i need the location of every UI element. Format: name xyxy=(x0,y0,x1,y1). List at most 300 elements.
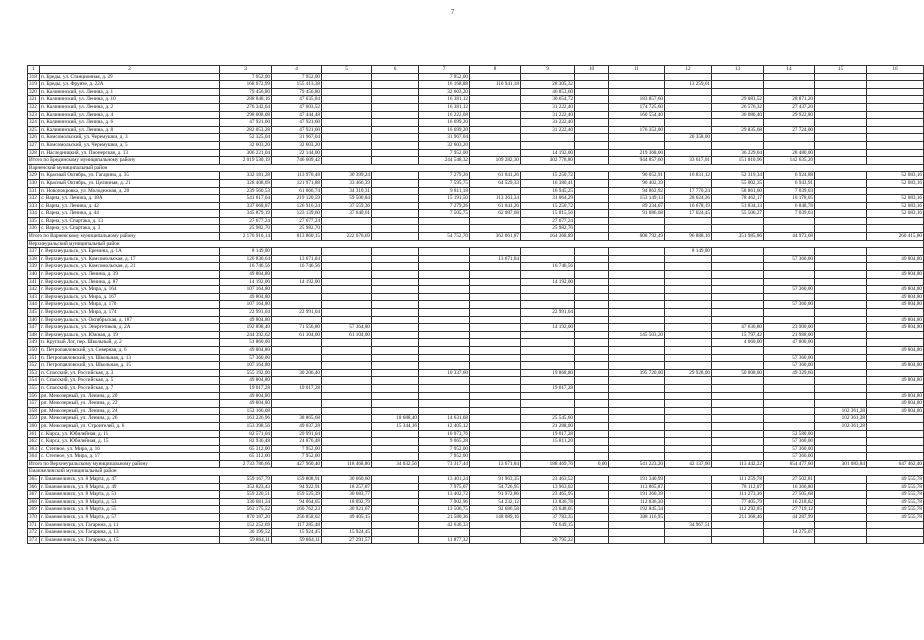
table-cell xyxy=(867,225,924,233)
budget-table xyxy=(27,65,924,544)
table-cell: 164 368,89 xyxy=(521,233,575,241)
table-cell: 33 466,39 xyxy=(322,179,372,187)
table-cell: 27 505,68 xyxy=(764,491,815,499)
section-title: Еманжелинский муниципальный район xyxy=(28,468,924,476)
table-cell xyxy=(372,202,419,210)
table-cell xyxy=(575,324,609,332)
table-cell: 79 456,80 xyxy=(220,88,272,96)
row-number: 327 xyxy=(28,141,40,149)
table-cell: 21 988,00 xyxy=(764,331,815,339)
table-cell xyxy=(609,324,665,332)
table-cell xyxy=(867,521,924,529)
table-cell xyxy=(764,316,815,324)
table-cell xyxy=(665,392,712,400)
table-cell xyxy=(609,141,665,149)
table-row xyxy=(28,491,924,499)
address-cell: с. Степное, ул. Мира, д. 17 xyxy=(40,453,220,461)
row-number: 370 xyxy=(28,514,40,522)
table-cell: 47 921,60 xyxy=(272,126,322,134)
table-cell: 42 137,00 xyxy=(665,460,712,468)
table-cell: 110 941,18 xyxy=(470,81,521,89)
table-cell xyxy=(609,255,665,263)
table-cell xyxy=(665,339,712,347)
address-cell: г. Верхнеуральск, ул. Ленина, д. 39 xyxy=(40,271,220,279)
table-cell xyxy=(815,369,867,377)
table-cell: 59 864,11 xyxy=(272,536,322,544)
table-cell xyxy=(712,88,764,96)
table-cell xyxy=(470,377,521,385)
table-cell xyxy=(322,263,372,271)
table-cell xyxy=(575,384,609,392)
row-number: 347 xyxy=(28,324,40,332)
table-cell: 126 916,24 xyxy=(272,202,322,210)
table-cell xyxy=(815,476,867,484)
table-cell xyxy=(712,392,764,400)
table-cell xyxy=(470,73,521,81)
table-cell xyxy=(665,141,712,149)
table-cell xyxy=(575,134,609,142)
row-number: 326 xyxy=(28,134,40,142)
table-cell xyxy=(867,111,924,119)
row-number: 349 xyxy=(28,339,40,347)
table-cell xyxy=(609,134,665,142)
table-cell xyxy=(521,339,575,347)
table-cell: 49 804,80 xyxy=(867,324,924,332)
table-cell: 91 972,86 xyxy=(470,491,521,499)
table-cell: 112 292,05 xyxy=(712,506,764,514)
table-cell: 219 120,59 xyxy=(272,195,322,203)
table-cell xyxy=(609,392,665,400)
table-cell: 49 804,80 xyxy=(867,293,924,301)
table-cell xyxy=(815,149,867,157)
header-cell: 8 xyxy=(470,66,521,74)
table-cell xyxy=(272,301,322,309)
table-cell xyxy=(372,210,419,218)
table-row xyxy=(28,354,924,362)
table-cell: 49 804,80 xyxy=(867,271,924,279)
table-cell xyxy=(322,392,372,400)
table-cell: 30 206,40 xyxy=(272,369,322,377)
table-row xyxy=(28,225,924,233)
table-cell xyxy=(575,438,609,446)
table-cell xyxy=(712,422,764,430)
table-cell: 71 556,80 xyxy=(272,324,322,332)
table-cell: 24 876,48 xyxy=(272,438,322,446)
table-cell: 16 168,88 xyxy=(419,81,470,89)
table-cell xyxy=(322,309,372,317)
table-cell: 16 366,80 xyxy=(764,483,815,491)
table-cell: 61 041,26 xyxy=(470,172,521,180)
table-cell xyxy=(609,430,665,438)
table-cell xyxy=(665,217,712,225)
address-cell: рп. Межозерный, ул. Ленина, д. 24 xyxy=(40,407,220,415)
table-cell xyxy=(712,286,764,294)
table-cell: 13 671,84 xyxy=(470,460,521,468)
table-cell xyxy=(272,316,322,324)
table-cell xyxy=(272,407,322,415)
header-row xyxy=(28,66,924,74)
table-cell: 46 853,60 xyxy=(521,88,575,96)
table-cell xyxy=(372,506,419,514)
table-cell: 163 226,96 xyxy=(220,415,272,423)
table-cell xyxy=(575,202,609,210)
table-cell: 30 660,60 xyxy=(322,476,372,484)
table-cell xyxy=(609,384,665,392)
table-cell: 746 609,42 xyxy=(272,157,322,165)
table-row xyxy=(28,111,924,119)
table-cell xyxy=(815,301,867,309)
table-cell: 7 975,07 xyxy=(419,483,470,491)
table-cell xyxy=(521,445,575,453)
table-cell: 96 888,16 xyxy=(665,233,712,241)
table-cell xyxy=(712,73,764,81)
table-cell xyxy=(609,521,665,529)
table-cell: 52 319,34 xyxy=(712,172,764,180)
table-cell xyxy=(815,96,867,104)
table-cell xyxy=(665,400,712,408)
table-cell xyxy=(372,316,419,324)
table-cell xyxy=(815,286,867,294)
address-cell: рп. Межозерный, ул. Строителей, д. 6 xyxy=(40,422,220,430)
table-cell xyxy=(419,293,470,301)
table-cell: 49 804,80 xyxy=(867,301,924,309)
table-cell: 52 083,16 xyxy=(867,202,924,210)
table-cell xyxy=(372,536,419,544)
table-cell xyxy=(867,453,924,461)
table-cell: 82 571,04 xyxy=(220,430,272,438)
table-cell: 654 477,60 xyxy=(764,460,815,468)
table-cell xyxy=(764,263,815,271)
table-cell xyxy=(575,103,609,111)
table-cell xyxy=(665,384,712,392)
table-cell xyxy=(419,316,470,324)
table-cell xyxy=(372,453,419,461)
header-cell: 16 xyxy=(867,66,924,74)
table-cell xyxy=(867,430,924,438)
table-cell: 90 052,91 xyxy=(609,172,665,180)
table-cell xyxy=(322,339,372,347)
table-cell: 57 360,00 xyxy=(764,354,815,362)
table-cell xyxy=(609,400,665,408)
table-cell: 9 811,18 xyxy=(419,187,470,195)
table-cell xyxy=(470,529,521,537)
table-cell xyxy=(665,309,712,317)
table-cell xyxy=(575,301,609,309)
row-number: 372 xyxy=(28,529,40,537)
table-cell xyxy=(609,339,665,347)
table-cell: 57 360,00 xyxy=(764,362,815,370)
table-cell: 222 676,69 xyxy=(322,233,372,241)
table-cell xyxy=(470,217,521,225)
table-cell xyxy=(322,445,372,453)
table-cell: 813 860,15 xyxy=(272,233,322,241)
table-cell xyxy=(712,141,764,149)
table-cell: 57 360,00 xyxy=(764,255,815,263)
table-cell: 256 858,02 xyxy=(272,514,322,522)
table-cell xyxy=(372,301,419,309)
header-cell: 14 xyxy=(764,66,815,74)
table-cell xyxy=(419,225,470,233)
table-cell xyxy=(665,354,712,362)
table-cell: 14 275,07 xyxy=(764,529,815,537)
table-cell xyxy=(272,377,322,385)
row-number: 336 xyxy=(28,225,40,233)
table-cell xyxy=(665,278,712,286)
table-cell xyxy=(712,445,764,453)
table-cell xyxy=(609,301,665,309)
table-cell: 4 060,00 xyxy=(712,339,764,347)
address-cell: п. Красный Октябрь, ул. Гагарина, д. 35 xyxy=(40,172,220,180)
table-cell: 14 192,00 xyxy=(521,324,575,332)
table-cell: 52 083,16 xyxy=(867,195,924,203)
table-row xyxy=(28,141,924,149)
table-cell: 57 360,00 xyxy=(764,438,815,446)
section-row xyxy=(28,240,924,248)
table-cell: 65 312,00 xyxy=(220,453,272,461)
table-cell xyxy=(470,339,521,347)
table-cell: 49 804,80 xyxy=(867,400,924,408)
address-cell: г. Еманжелинск, ул. Гагарина, д. 15 xyxy=(40,536,220,544)
table-cell: 36 229,04 xyxy=(712,149,764,157)
header-cell: 1 xyxy=(28,66,40,74)
table-cell xyxy=(372,498,419,506)
table-cell xyxy=(470,134,521,142)
table-cell xyxy=(575,293,609,301)
header-cell: 10 xyxy=(575,66,609,74)
table-cell: 18 257,87 xyxy=(322,483,372,491)
table-row xyxy=(28,369,924,377)
table-cell: 52 083,16 xyxy=(867,172,924,180)
table-cell xyxy=(815,263,867,271)
table-cell xyxy=(322,400,372,408)
table-cell xyxy=(419,377,470,385)
table-cell: 27 291,57 xyxy=(322,536,372,544)
table-cell xyxy=(470,149,521,157)
table-cell xyxy=(815,491,867,499)
table-cell: 52 083,16 xyxy=(867,210,924,218)
table-cell xyxy=(322,293,372,301)
table-cell: 870 187,20 xyxy=(220,514,272,522)
table-cell: 15 811,20 xyxy=(521,438,575,446)
table-cell xyxy=(764,293,815,301)
row-number: 330 xyxy=(28,179,40,187)
table-cell: 94 064,65 xyxy=(272,498,322,506)
table-cell: 62 087,68 xyxy=(470,210,521,218)
table-cell: 541 223,20 xyxy=(609,460,665,468)
address-cell: п. Калининский, ул. Ленина, д. 2 xyxy=(40,103,220,111)
table-cell: 0,00 xyxy=(575,460,609,468)
table-cell: 61 041,26 xyxy=(470,202,521,210)
table-cell xyxy=(470,438,521,446)
table-row xyxy=(28,88,924,96)
table-cell xyxy=(575,157,609,165)
table-cell: 37 559,36 xyxy=(322,202,372,210)
row-number: 332 xyxy=(28,195,40,203)
address-cell: п. Комсомольский, ул. Черемушки, д. 3 xyxy=(40,134,220,142)
address-cell: п. Спасский, ул. Российская, д. 7 xyxy=(40,384,220,392)
table-row xyxy=(28,210,924,218)
table-cell: 90 402,39 xyxy=(609,179,665,187)
table-cell xyxy=(470,346,521,354)
table-cell xyxy=(521,529,575,537)
table-cell: 32 603,20 xyxy=(419,141,470,149)
table-row xyxy=(28,81,924,89)
table-cell: 52 325,04 xyxy=(220,134,272,142)
table-cell xyxy=(322,430,372,438)
table-cell: 2 733 786,66 xyxy=(220,460,272,468)
table-cell xyxy=(272,339,322,347)
table-cell: 121 971,88 xyxy=(272,179,322,187)
table-cell xyxy=(764,415,815,423)
table-cell: 49 555,78 xyxy=(867,476,924,484)
header-cell: 15 xyxy=(815,66,867,74)
table-cell xyxy=(419,248,470,256)
table-cell: 302 778,80 xyxy=(521,157,575,165)
table-cell xyxy=(372,438,419,446)
table-cell: 49 804,80 xyxy=(220,346,272,354)
table-cell: 94 922,91 xyxy=(272,483,322,491)
table-cell xyxy=(322,119,372,127)
table-cell xyxy=(575,187,609,195)
table-row xyxy=(28,301,924,309)
table-cell: 47 444,48 xyxy=(272,111,322,119)
table-row xyxy=(28,103,924,111)
table-cell: 6 848,78 xyxy=(764,202,815,210)
table-cell: 47 636,80 xyxy=(712,324,764,332)
row-number: 359 xyxy=(28,415,40,423)
table-cell: 49 555,78 xyxy=(867,498,924,506)
table-cell xyxy=(470,331,521,339)
table-cell: 559 220,51 xyxy=(220,491,272,499)
table-cell: 151 810,96 xyxy=(712,157,764,165)
table-cell xyxy=(867,384,924,392)
header-cell: 6 xyxy=(372,66,419,74)
table-cell xyxy=(815,293,867,301)
table-cell xyxy=(609,445,665,453)
table-cell xyxy=(867,217,924,225)
row-number: 364 xyxy=(28,453,40,461)
table-cell xyxy=(419,324,470,332)
table-cell: 107 164,80 xyxy=(220,362,272,370)
table-cell xyxy=(575,263,609,271)
address-cell: п. Калининский, ул. Ленина, д. 8 xyxy=(40,126,220,134)
table-cell xyxy=(322,301,372,309)
row-number: 318 xyxy=(28,73,40,81)
table-cell: 20 795,22 xyxy=(521,536,575,544)
table-cell xyxy=(815,384,867,392)
table-cell: 102 361,28 xyxy=(815,415,867,423)
table-cell xyxy=(575,73,609,81)
table-cell xyxy=(665,271,712,279)
header-cell: 3 xyxy=(220,66,272,74)
table-cell xyxy=(815,157,867,165)
table-cell: 47 800,00 xyxy=(764,339,815,347)
table-cell: 28 624,36 xyxy=(665,195,712,203)
table-cell xyxy=(764,81,815,89)
table-cell xyxy=(419,392,470,400)
table-cell xyxy=(372,476,419,484)
table-cell xyxy=(470,88,521,96)
table-cell: 30 199,52 xyxy=(220,529,272,537)
table-cell: 239 560,53 xyxy=(220,187,272,195)
table-cell xyxy=(372,286,419,294)
table-cell: 559 167,79 xyxy=(220,476,272,484)
table-cell xyxy=(867,149,924,157)
address-cell: с. Кирса, ул. Юбилейная, д. 11 xyxy=(40,430,220,438)
table-cell: 17 024,45 xyxy=(665,210,712,218)
total-label: Итого по Варненскому муниципальному району xyxy=(28,233,220,241)
table-cell: 332 181,28 xyxy=(220,172,272,180)
row-number: 360 xyxy=(28,422,40,430)
table-cell: 10 337,60 xyxy=(419,369,470,377)
table-cell xyxy=(372,339,419,347)
table-cell xyxy=(867,119,924,127)
table-cell: 27 677,24 xyxy=(521,217,575,225)
table-cell xyxy=(867,96,924,104)
table-cell: 49 804,80 xyxy=(867,377,924,385)
table-cell xyxy=(764,271,815,279)
table-row xyxy=(28,514,924,522)
table-cell xyxy=(815,506,867,514)
table-cell xyxy=(322,438,372,446)
table-cell xyxy=(609,88,665,96)
row-number: 346 xyxy=(28,316,40,324)
table-cell: 168 672,99 xyxy=(220,81,272,89)
table-cell: 52 580,00 xyxy=(764,430,815,438)
table-cell: 352 823,43 xyxy=(220,483,272,491)
table-cell xyxy=(665,506,712,514)
table-cell xyxy=(665,407,712,415)
row-number: 343 xyxy=(28,293,40,301)
table-cell xyxy=(372,134,419,142)
table-cell xyxy=(712,217,764,225)
table-cell xyxy=(665,476,712,484)
table-cell xyxy=(322,134,372,142)
table-cell: 395 720,00 xyxy=(609,369,665,377)
address-cell: г. Верхнеуральск, ул. Южная, д. 19 xyxy=(40,331,220,339)
table-cell: 153 149,13 xyxy=(609,195,665,203)
table-cell: 49 555,78 xyxy=(867,491,924,499)
table-cell xyxy=(470,309,521,317)
table-cell: 19 017,28 xyxy=(272,384,322,392)
table-cell xyxy=(521,453,575,461)
table-cell xyxy=(372,126,419,134)
table-row xyxy=(28,271,924,279)
table-cell xyxy=(521,301,575,309)
table-cell xyxy=(575,407,609,415)
table-cell: 49 405,15 xyxy=(322,514,372,522)
row-number: 335 xyxy=(28,217,40,225)
table-cell: 16 381,12 xyxy=(419,96,470,104)
table-cell xyxy=(575,309,609,317)
table-cell xyxy=(815,88,867,96)
table-cell xyxy=(764,392,815,400)
table-cell: 37 783,35 xyxy=(521,514,575,522)
table-cell: 17 770,24 xyxy=(665,187,712,195)
table-cell xyxy=(470,225,521,233)
table-cell xyxy=(867,134,924,142)
table-cell xyxy=(609,271,665,279)
table-cell xyxy=(575,233,609,241)
table-cell: 49 037,28 xyxy=(272,422,322,430)
table-cell xyxy=(815,377,867,385)
table-cell xyxy=(712,415,764,423)
table-cell: 31 064,29 xyxy=(521,195,575,203)
row-number: 334 xyxy=(28,210,40,218)
table-cell xyxy=(712,521,764,529)
table-cell xyxy=(419,278,470,286)
table-cell xyxy=(322,346,372,354)
